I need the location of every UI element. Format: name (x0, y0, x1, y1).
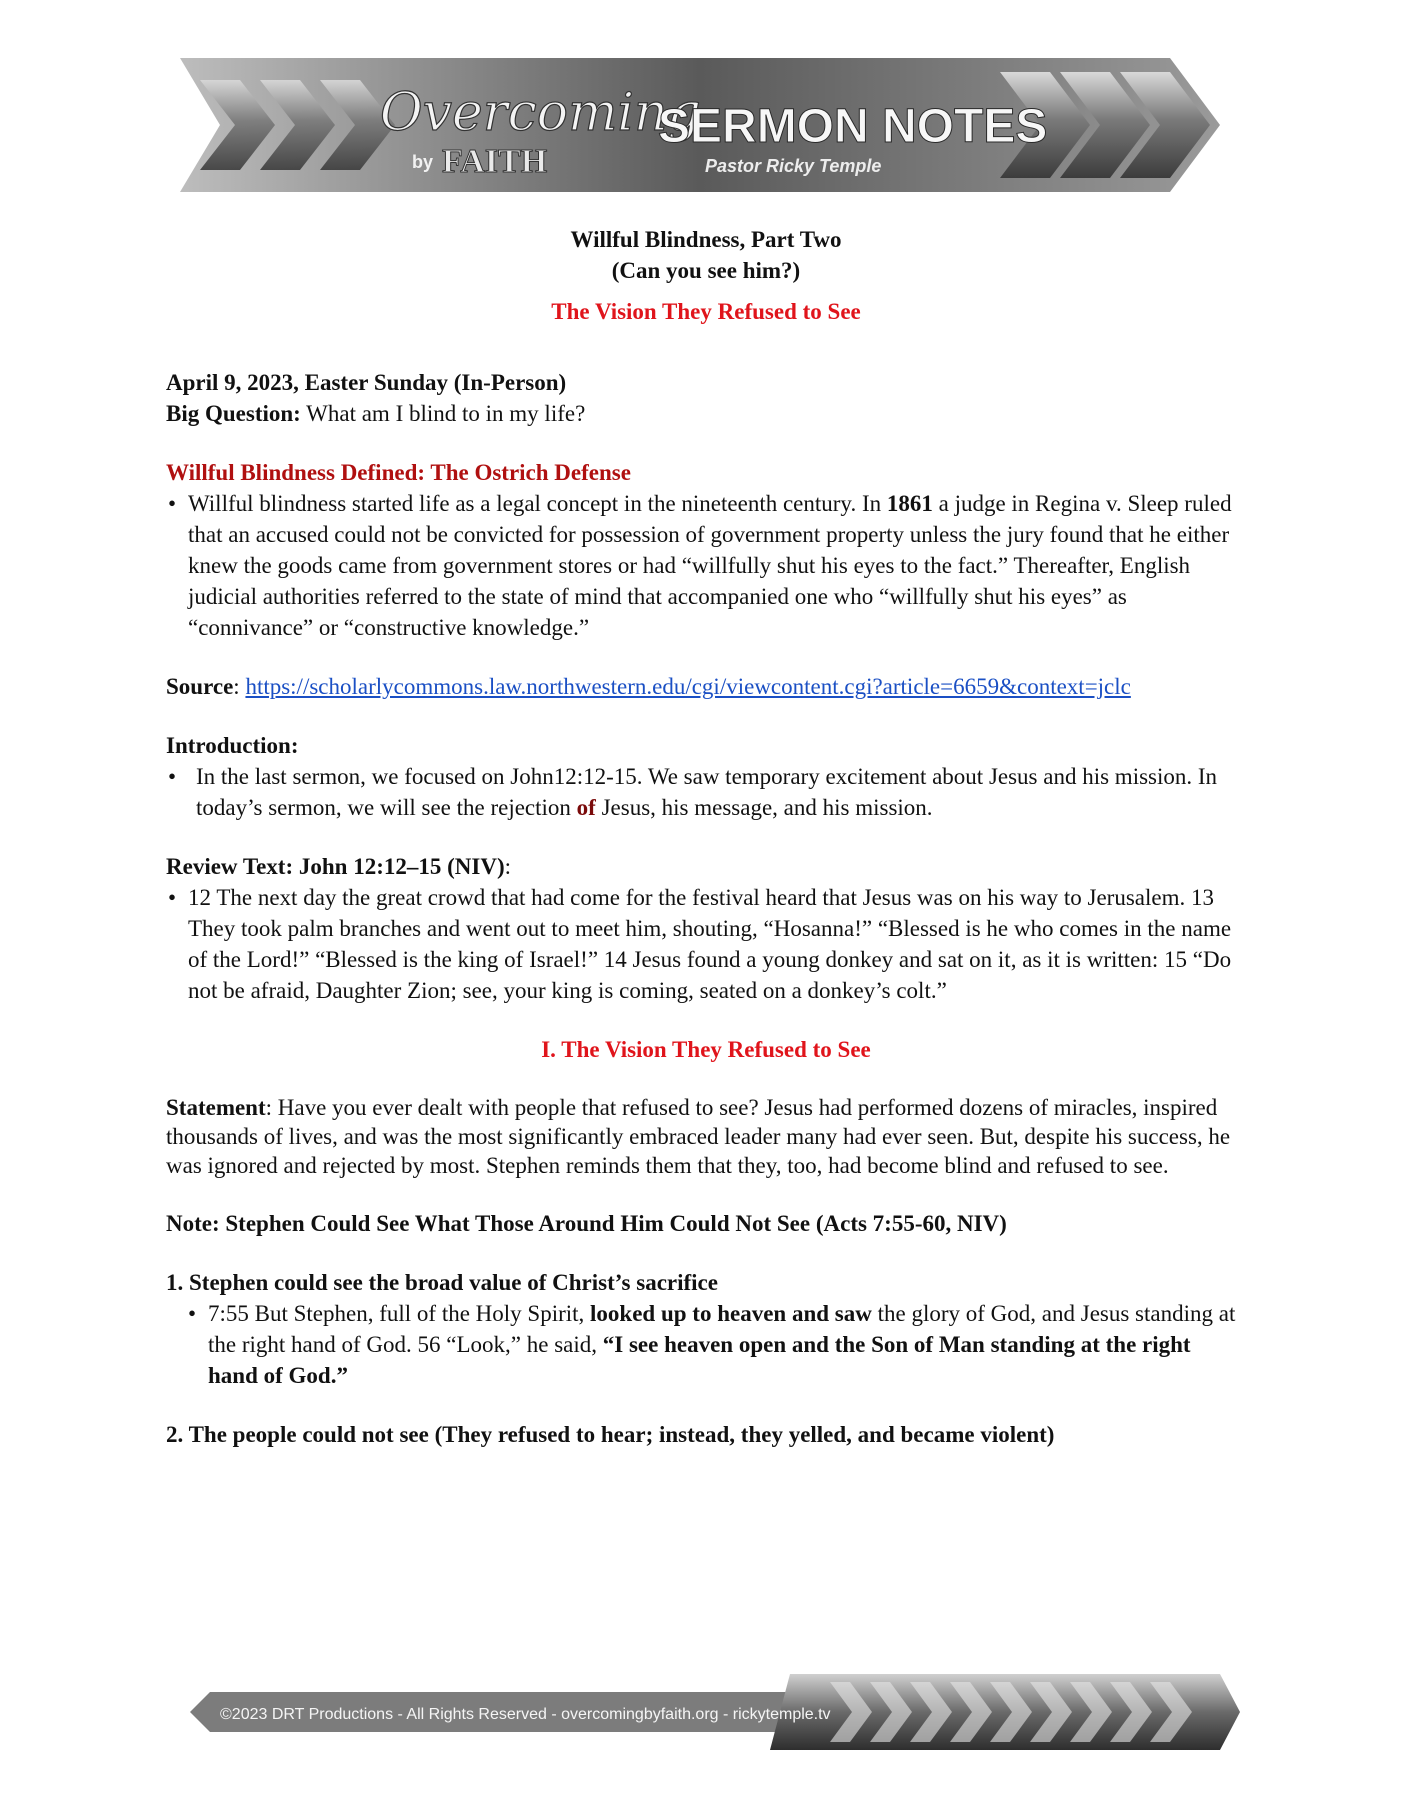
point-2-heading: 2. The people could not see (They refused to hear; instead, they yelled, and became violent) (166, 1422, 1055, 1447)
list-item (186, 1298, 1246, 1391)
point-1-text-c: the glory of God, and Jesus standing at the right hand of God. 56 “Look,” he said, (208, 1301, 1236, 1357)
sermon-theme: The Vision They Refused to See (551, 299, 861, 324)
logo-faith: FAITH (442, 143, 548, 180)
review-colon: : (504, 854, 511, 879)
logo-by: by (412, 152, 434, 172)
banner-title: SERMON NOTES (658, 100, 1048, 153)
banner-pastor: Pastor Ricky Temple (705, 156, 882, 176)
point-1-list (166, 1298, 1246, 1391)
stephen-note: Note: Stephen Could See What Those Around Him Could Not See (Acts 7:55-60, NIV) (166, 1211, 1007, 1236)
point-1-heading: 1. Stephen could see the broad value of Christ’s sacrifice (166, 1270, 718, 1295)
source-link[interactable]: https://scholarlycommons.law.northwestern.edu/cgi/viewcontent.cgi?article=6659&context=jclc (245, 674, 1131, 699)
review-heading: Review Text: John 12:12–15 (NIV) (166, 854, 505, 879)
sermon-subtitle: (Can you see him?) (611, 258, 801, 283)
point-1-text-d: “I see heaven open and the Son of Man standing at the right hand of God.” (208, 1332, 1191, 1388)
list-item: • 12 The next day the great crowd that had come for the festival heard that Jesus was on his way to Jerusalem. 13 They took palm branches and went out to meet him, shouting, “Hosanna!” “Blessed is he who comes in the name of the Lord!” “Blessed is the king of Israel!” 14 Jesus found a young donkey and sat on it, as it is written: 15 “Do not be afraid, Daughter Zion; see, your king is coming, seated on a donkey’s colt.” (166, 882, 1246, 1006)
intro-text-1: In the last sermon, we focused on John12:12-15. We saw temporary excitement about Jesus and his mission. In today’s sermon, we will see the rejection (196, 764, 1218, 820)
review-heading-line (166, 851, 1246, 882)
section-1-heading: I. The Vision They Refused to See (541, 1037, 871, 1062)
statement (166, 1093, 1246, 1180)
big-question-text: What am I blind to in my life? (300, 401, 586, 426)
defined-text-2: a judge in Regina v. Sleep ruled that an accused could not be convicted for possession of government property unless the jury found that he either knew the goods came from government stores or had “willfully shut his eyes to the fact.” Thereafter, English judicial authorities referred to the state of mind that accompanied one who “willfully shut his eyes” as “connivance” or “constructive knowledge.” (188, 491, 1232, 640)
point-1-text-b: looked up to heaven and saw (590, 1301, 872, 1326)
sermon-notes-body (166, 224, 1246, 1450)
defined-text-1: Willful blindness started life as a legal concept in the nineteenth century. In (188, 491, 887, 516)
footer-banner (170, 1668, 1250, 1756)
statement-text: : Have you ever dealt with people that refused to see? Jesus had performed dozens of miracles, inspired thousands of lives, and was the most significantly embraced leader many had ever seen. But, despite his success, he was ignored and rejected by most. Stephen reminds them that they, too, had become blind and refused to see. (166, 1095, 1231, 1178)
introduction-list (166, 761, 1246, 823)
logo-overcoming: Overcoming (380, 83, 701, 143)
footer-copyright: ©2023 DRT Productions - All Rights Reserved - overcomingbyfaith.org - rickytemple.tv (220, 1706, 831, 1723)
review-list (166, 882, 1246, 1006)
big-question (166, 398, 1246, 429)
header-banner (180, 50, 1240, 200)
source-label: Source (166, 674, 234, 699)
list-item (166, 488, 1246, 643)
intro-text-2: Jesus, his message, and his mission. (595, 795, 933, 820)
defined-year: 1861 (886, 491, 933, 516)
defined-heading: Willful Blindness Defined: The Ostrich Defense (166, 460, 631, 485)
statement-label: Statement (166, 1095, 266, 1120)
intro-of: of (576, 795, 596, 820)
defined-list (166, 488, 1246, 643)
source-line (166, 671, 1246, 702)
point-1-text-a: 7:55 But Stephen, full of the Holy Spirit, (208, 1301, 591, 1326)
list-item (166, 761, 1246, 823)
source-sep: : (233, 674, 246, 699)
introduction-heading: Introduction: (166, 733, 299, 758)
sermon-title: Willful Blindness, Part Two (570, 227, 842, 252)
sermon-date: April 9, 2023, Easter Sunday (In-Person) (166, 370, 567, 395)
big-question-label: Big Question: (166, 401, 301, 426)
